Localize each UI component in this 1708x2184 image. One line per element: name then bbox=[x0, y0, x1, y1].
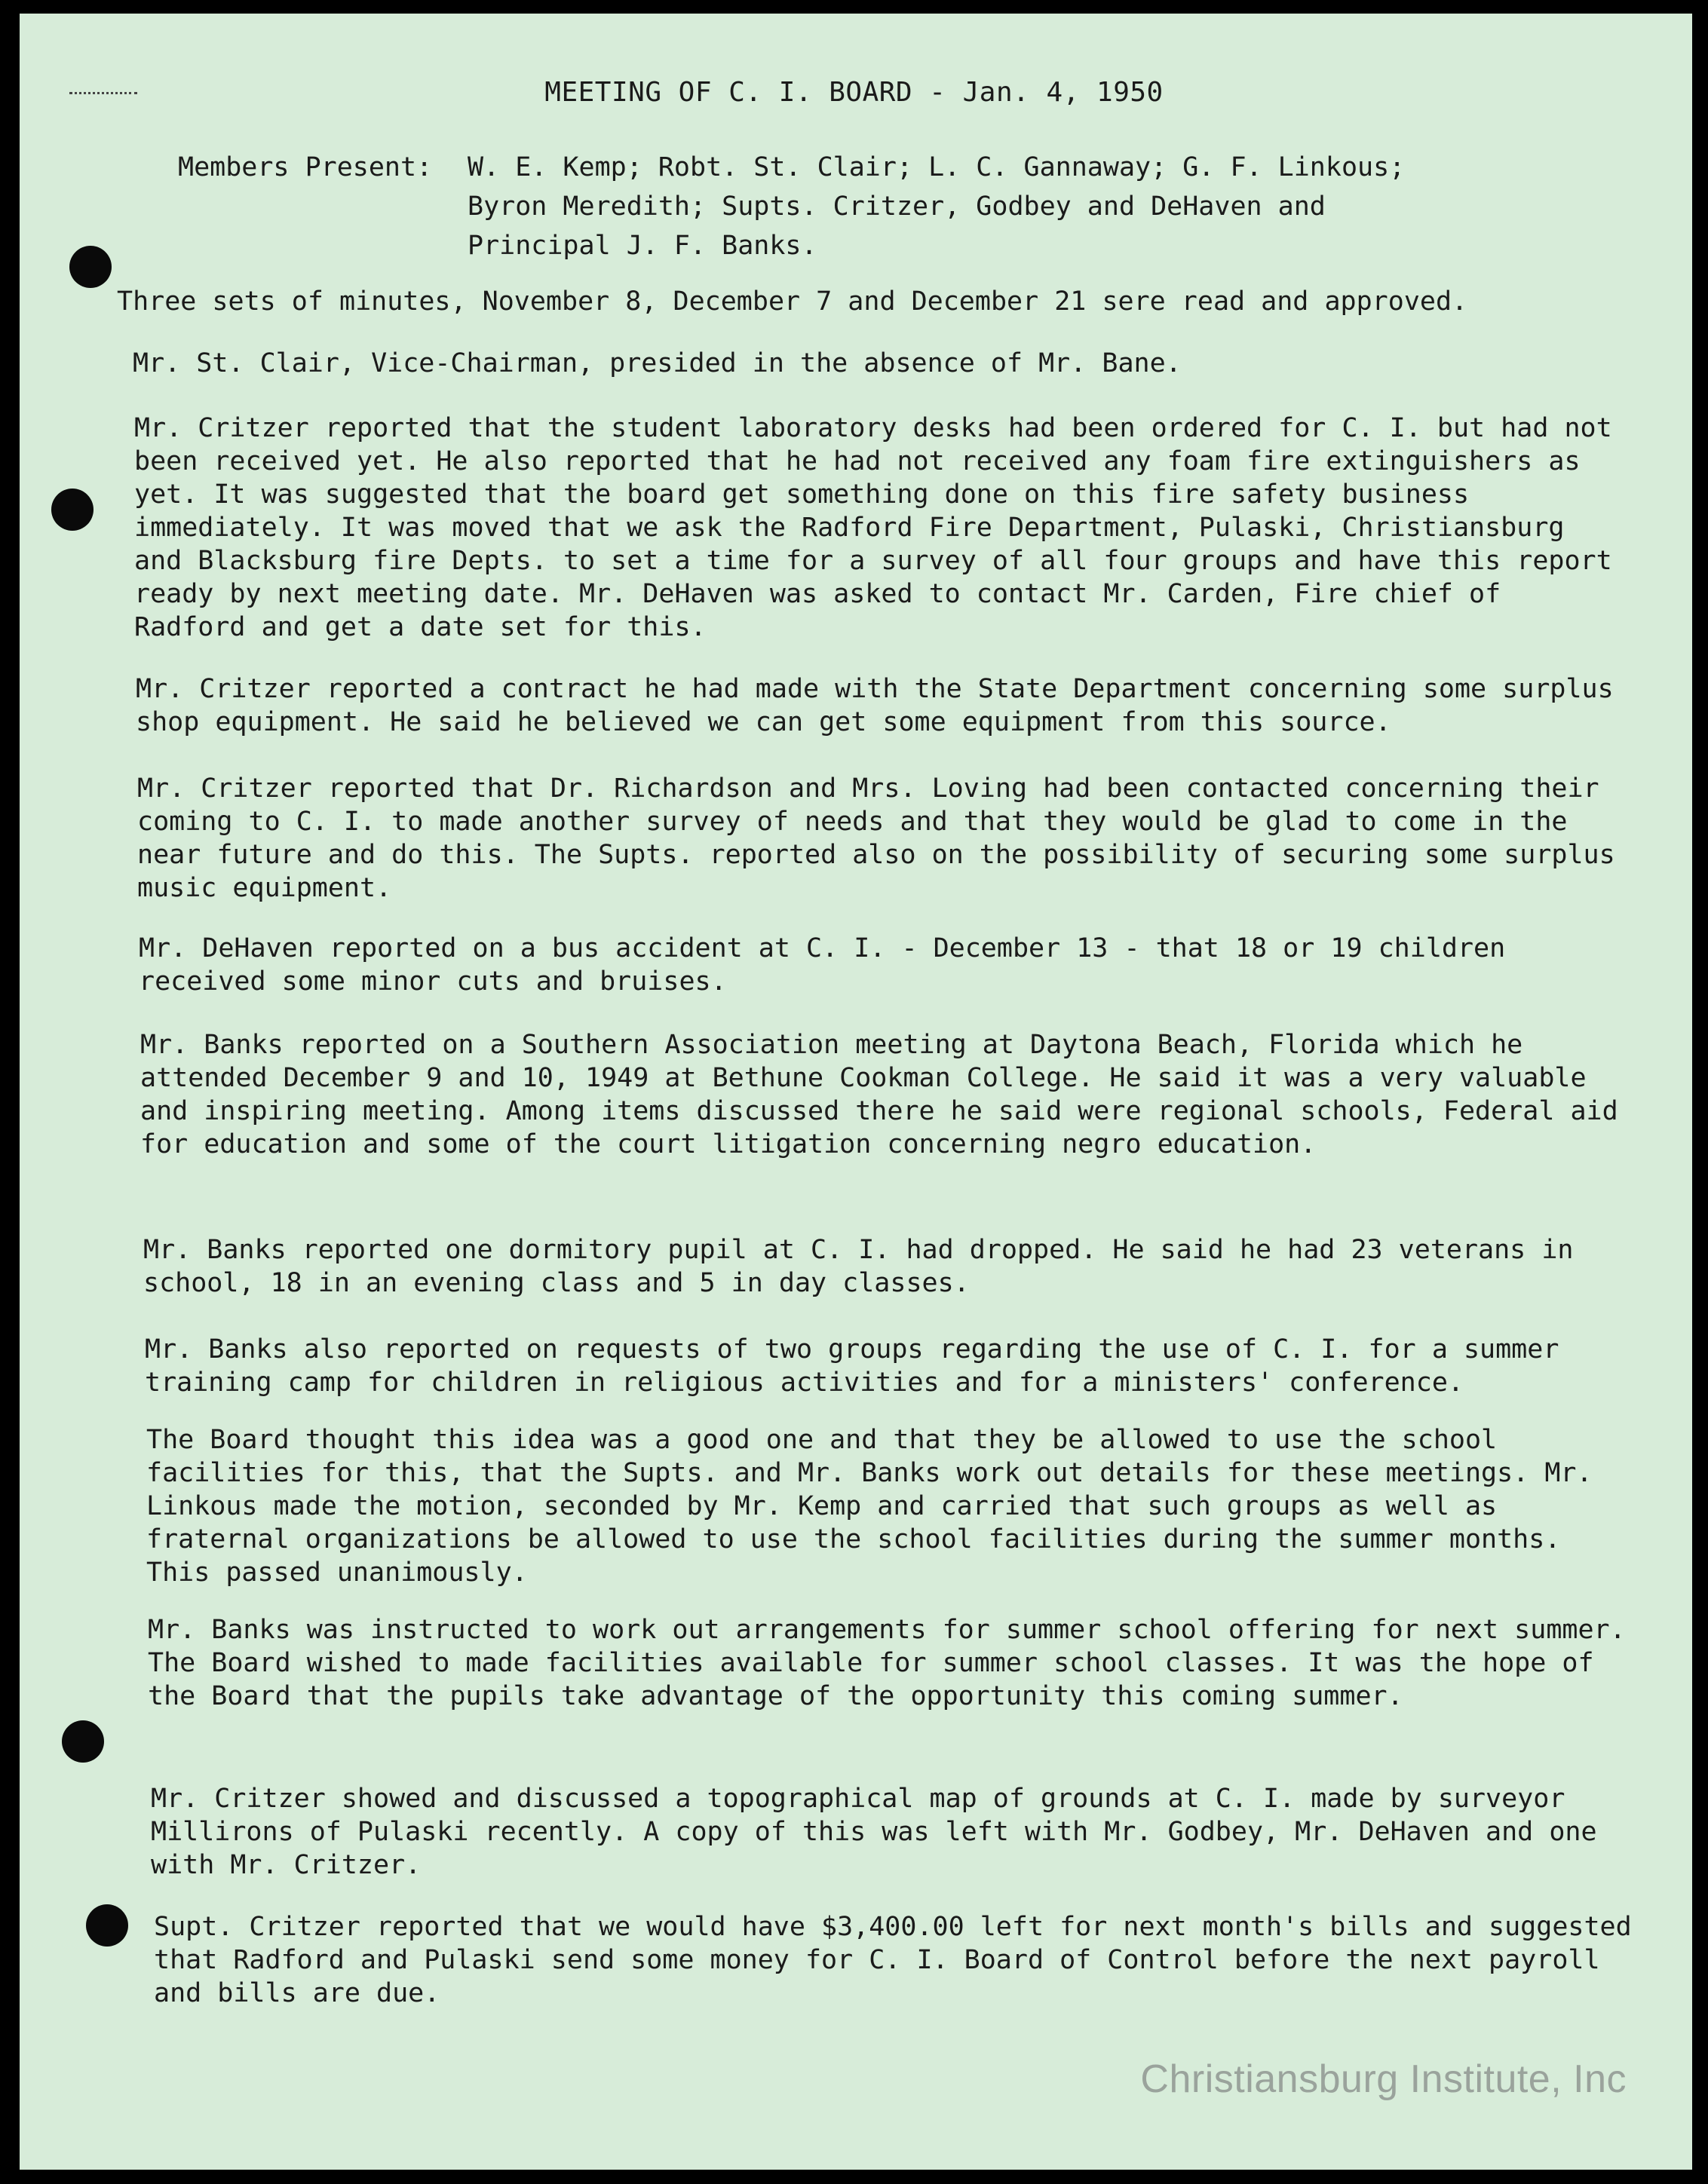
punch-hole bbox=[51, 489, 94, 531]
members-label: Members Present: bbox=[178, 152, 433, 182]
punch-hole bbox=[69, 246, 112, 288]
presiding-paragraph: Mr. St. Clair, Vice-Chairman, presided in the absence of Mr. Bane. bbox=[133, 348, 1182, 378]
minutes-approval-paragraph: Three sets of minutes, November 8, December 7 and December 21 sere read and approved. bbox=[117, 286, 1468, 317]
board-decision-paragraph: The Board thought this idea was a good one and that they be allowed to use the school facilities for this, that the Supts. and Mr. Banks work out details for these meetings. Mr. Linkous made the motion, seconded by Mr. Kemp and carried that such groups as well as fraternal organizations be allowed to use the school facilities during the summer months. This passed unanimously. bbox=[146, 1425, 1593, 1588]
fire-safety-paragraph: Mr. Critzer reported that the student laboratory desks had been ordered for C. I. but had not been received yet. He also reported that he had not received any foam fire extinguishers as yet. It was suggested that the board get something done on this fire safety business immediately. It was moved that we ask the Radford Fire Department, Pulaski, Christiansburg and Blacksburg fire Depts. to set a time for a survey of all four groups and have this report ready by next meeting date. Mr. DeHaven was asked to contact Mr. Carden, Fire chief of Radford and get a date set for this. bbox=[134, 413, 1612, 642]
summer-school-paragraph: Mr. Banks was instructed to work out arrangements for summer school offering for next summer. The Board wished to made facilities available for summer school classes. It was the hope of the Board that the pupils take advantage of the opportunity this coming summer. bbox=[148, 1615, 1626, 1711]
members-line: Byron Meredith; Supts. Critzer, Godbey and DeHaven and bbox=[468, 191, 1326, 222]
funds-paragraph: Supt. Critzer reported that we would have $3,400.00 left for next month's bills and suggested that Radford and Pulaski send some money for C. I. Board of Control before the next payroll and bills are due. bbox=[154, 1912, 1632, 2008]
survey-of-needs-paragraph: Mr. Critzer reported that Dr. Richardson and Mrs. Loving had been contacted concerning their coming to C. I. to made another survey of needs and that they would be glad to come in the near future and do this. The Supts. reported also on the possibility of securing some surplus music equipment. bbox=[137, 773, 1615, 903]
surplus-shop-paragraph: Mr. Critzer reported a contract he had made with the State Department concerning some surplus shop equipment. He said he believed we can get some equipment from this source. bbox=[136, 674, 1614, 737]
topographical-map-paragraph: Mr. Critzer showed and discussed a topographical map of grounds at C. I. made by surveyor Millirons of Pulaski recently. A copy of this was left with Mr. Godbey, Mr. DeHaven and one with Mr. Critzer. bbox=[151, 1784, 1597, 1880]
document-title: MEETING OF C. I. BOARD - Jan. 4, 1950 bbox=[544, 77, 1164, 108]
southern-association-paragraph: Mr. Banks reported on a Southern Association meeting at Daytona Beach, Florida which he attended December 9 and 10, 1949 at Bethune Cookman College. He said it was a very valuable and inspiring meeting. Among items discussed there he said were regional schools, Federal aid for education and some of the court litigation concerning negro education. bbox=[140, 1030, 1618, 1159]
members-present bbox=[178, 148, 1505, 265]
bus-accident-paragraph: Mr. DeHaven reported on a bus accident at C. I. - December 13 - that 18 or 19 children received some minor cuts and bruises. bbox=[139, 933, 1506, 997]
summer-camp-requests-paragraph: Mr. Banks also reported on requests of two groups regarding the use of C. I. for a summer training camp for children in religious activities and for a ministers' conference. bbox=[145, 1334, 1559, 1398]
watermark: Christiansburg Institute, Inc bbox=[1140, 2057, 1627, 2101]
members-list bbox=[468, 148, 1448, 265]
members-line: Principal J. F. Banks. bbox=[468, 231, 817, 261]
dormitory-veterans-paragraph: Mr. Banks reported one dormitory pupil at C. I. had dropped. He said he had 23 veterans in school, 18 in an evening class and 5 in day classes. bbox=[143, 1235, 1574, 1298]
punch-hole bbox=[62, 1720, 104, 1763]
members-line: W. E. Kemp; Robt. St. Clair; L. C. Gannaway; G. F. Linkous; bbox=[468, 152, 1406, 182]
punch-hole bbox=[86, 1904, 128, 1947]
